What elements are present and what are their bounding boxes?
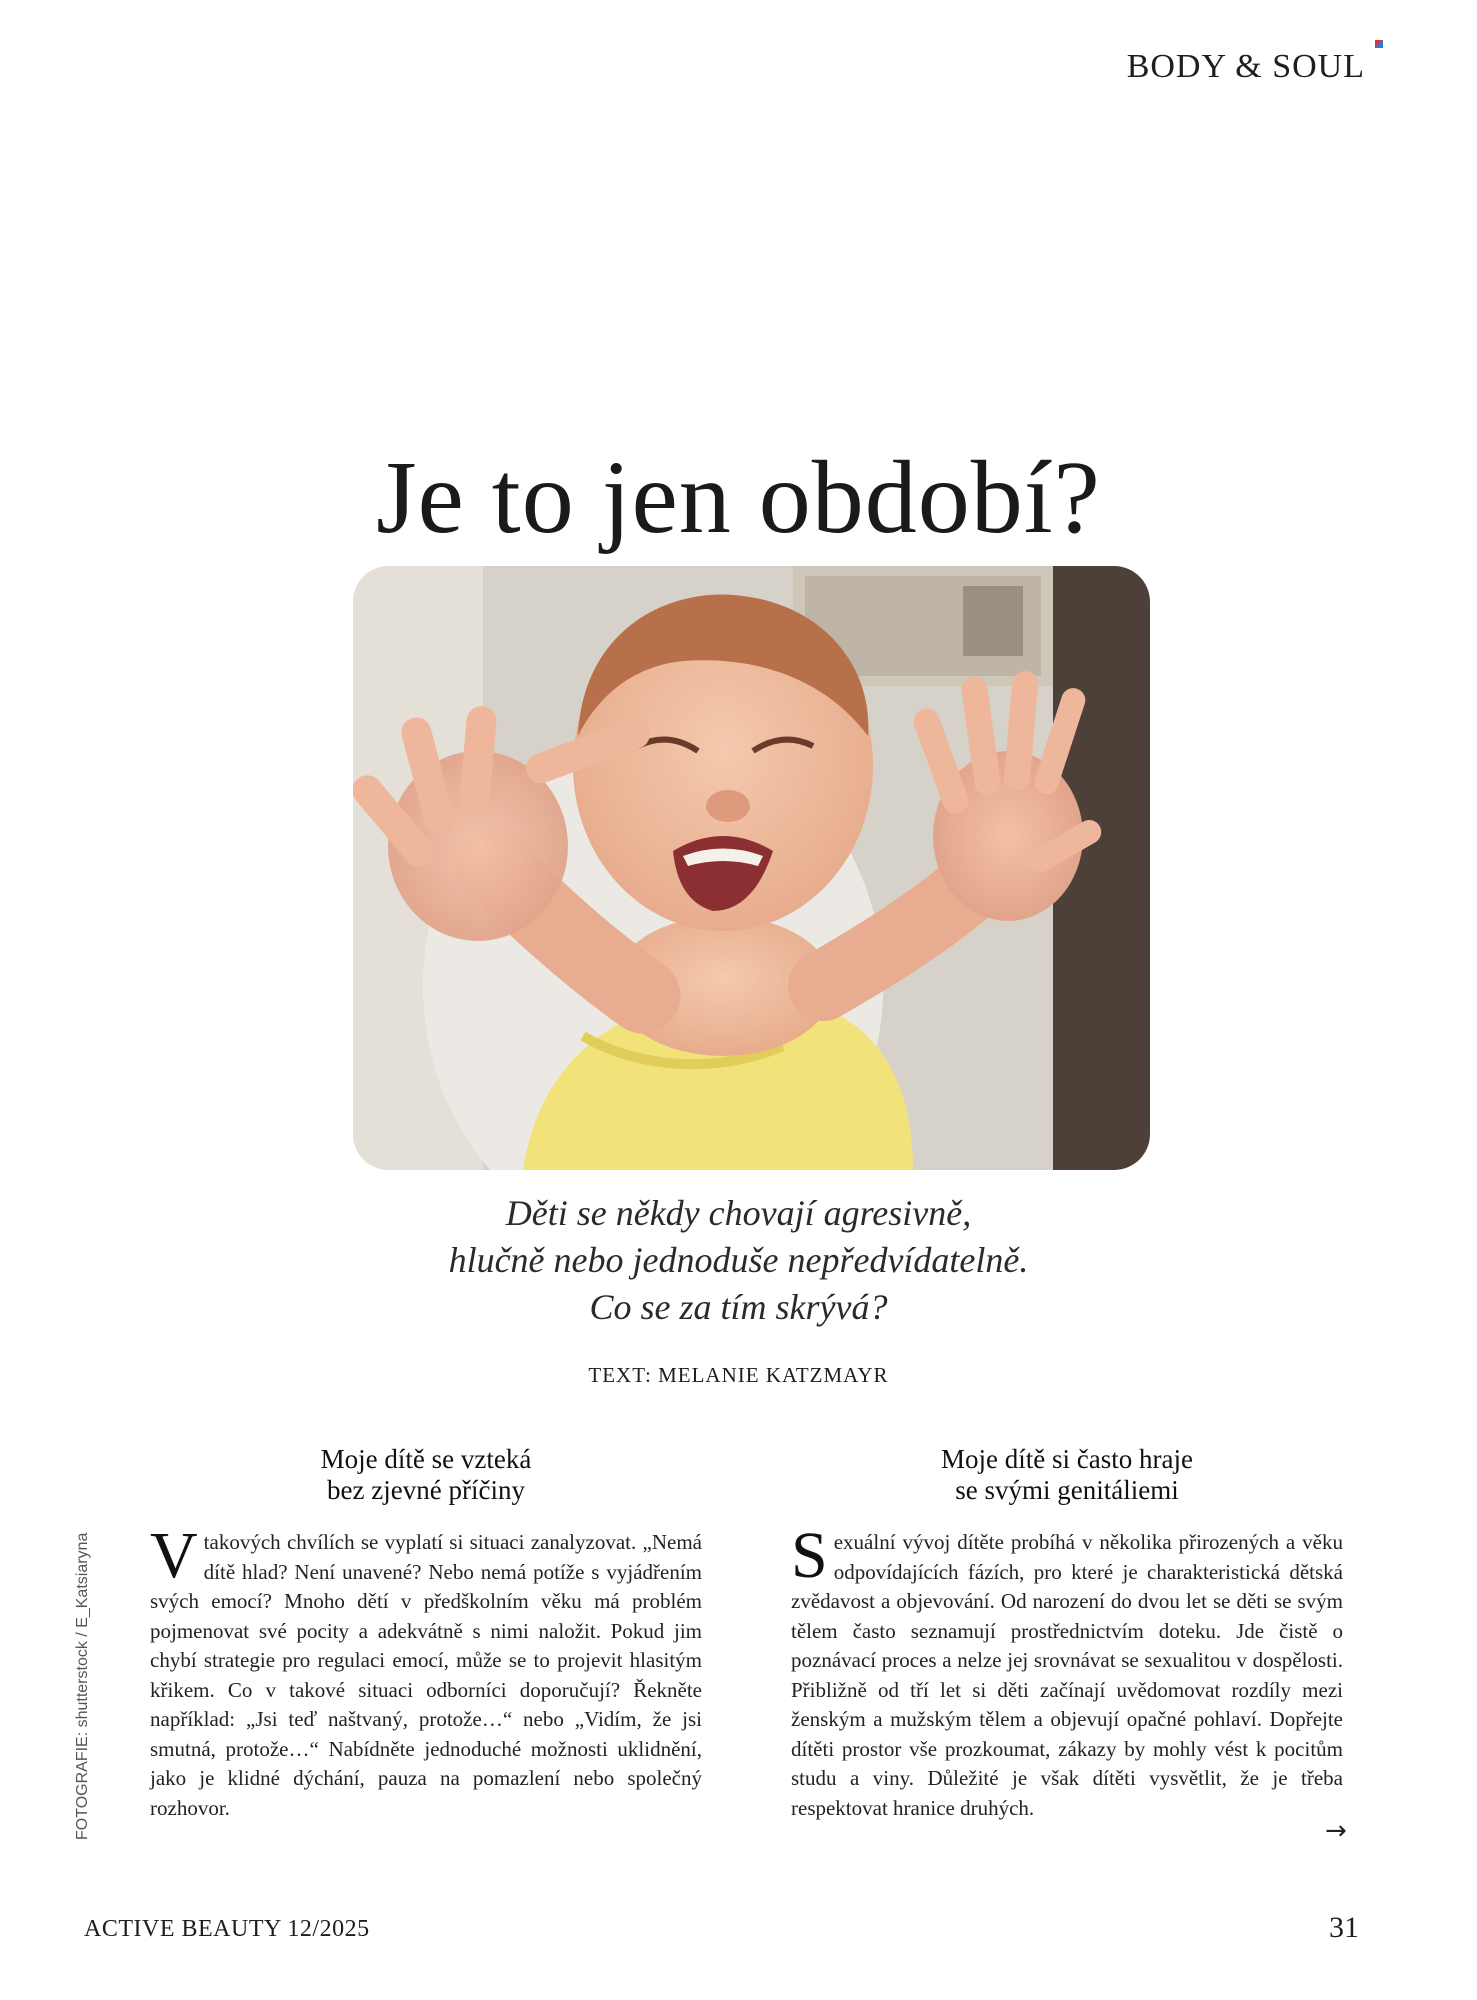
column-tantrums [150,1444,702,1823]
footer-magazine-issue: ACTIVE BEAUTY 12/2025 [84,1916,370,1942]
article-photo [353,566,1150,1170]
lead-line: hlučně nebo jednoduše nepředvídatelně. [448,1240,1029,1280]
corner-color-mark [1375,40,1383,48]
column-heading-line: Moje dítě se vzteká [320,1444,532,1474]
column-body [791,1519,1343,1823]
byline: TEXT: MELANIE KATZMAYR [588,1363,889,1387]
article-title: Je to jen období? [376,440,1101,555]
section-label: BODY & SOUL [1126,48,1365,85]
column-heading-line: se svými genitáliemi [955,1475,1179,1505]
column-genitals [791,1444,1343,1823]
drop-cap: S [791,1519,828,1592]
continue-arrow-icon: → [1325,1816,1347,1846]
toddler-illustration [353,566,1150,1170]
article-lead [0,1190,1477,1331]
photo-credit: FOTOGRAFIE: shutterstock / E_Katsiaryna [74,1532,91,1840]
column-text: takových chvílích se vyplatí si situaci zanalyzovat. „Nemá dítě hlad? Není unavené? Nebo nemá potíže s vyjádřením svých emocí? Mnoho dětí v předškolním věku má problém pojmenovat své pocity a adekvátně s nimi naložit. Pokud jim chybí strategie pro regulaci emocí, může se to projevit hlasitým křikem. Co v takové situaci odborníci doporučují? Řekněte například: „Jsi teď naštvaný, protože…“ nebo „Vidím, že jsi smutná, protože…“ Nabídněte jednoduché možnosti uklidnění, jako je klidné dýchání, pauza na pomazlení nebo společný rozhovor. [150,1530,702,1820]
lead-line: Co se za tím skrývá? [589,1287,888,1327]
drop-cap: V [150,1519,198,1592]
column-heading [150,1444,702,1506]
column-body [150,1519,702,1823]
column-heading [791,1444,1343,1506]
page-number: 31 [1329,1911,1359,1944]
column-text: exuální vývoj dítěte probíhá v několika přirozených a věku odpovídajících fázích, pro které je charakteristická dětská zvědavost a objevování. Od narození do dvou let se děti se svým tělem často seznamují prostřednictvím doteku. Jde čistě o poznávací proces a nelze jej srovnávat se sexualitou v dospělosti. Přibližně od tří let si děti začínají uvědomovat rozdíly mezi ženským a mužským tělem a objevují opačné pohlaví. Dopřejte dítěti prostor vše prozkoumat, zákazy by mohly vést k pocitům studu a viny. Důležité je však dítěti vysvětlit, že je třeba respektovat hranice druhých. [791,1530,1343,1820]
lead-line: Děti se někdy chovají agresivně, [505,1193,972,1233]
column-heading-line: Moje dítě si často hraje [941,1444,1193,1474]
column-heading-line: bez zjevné příčiny [327,1475,525,1505]
